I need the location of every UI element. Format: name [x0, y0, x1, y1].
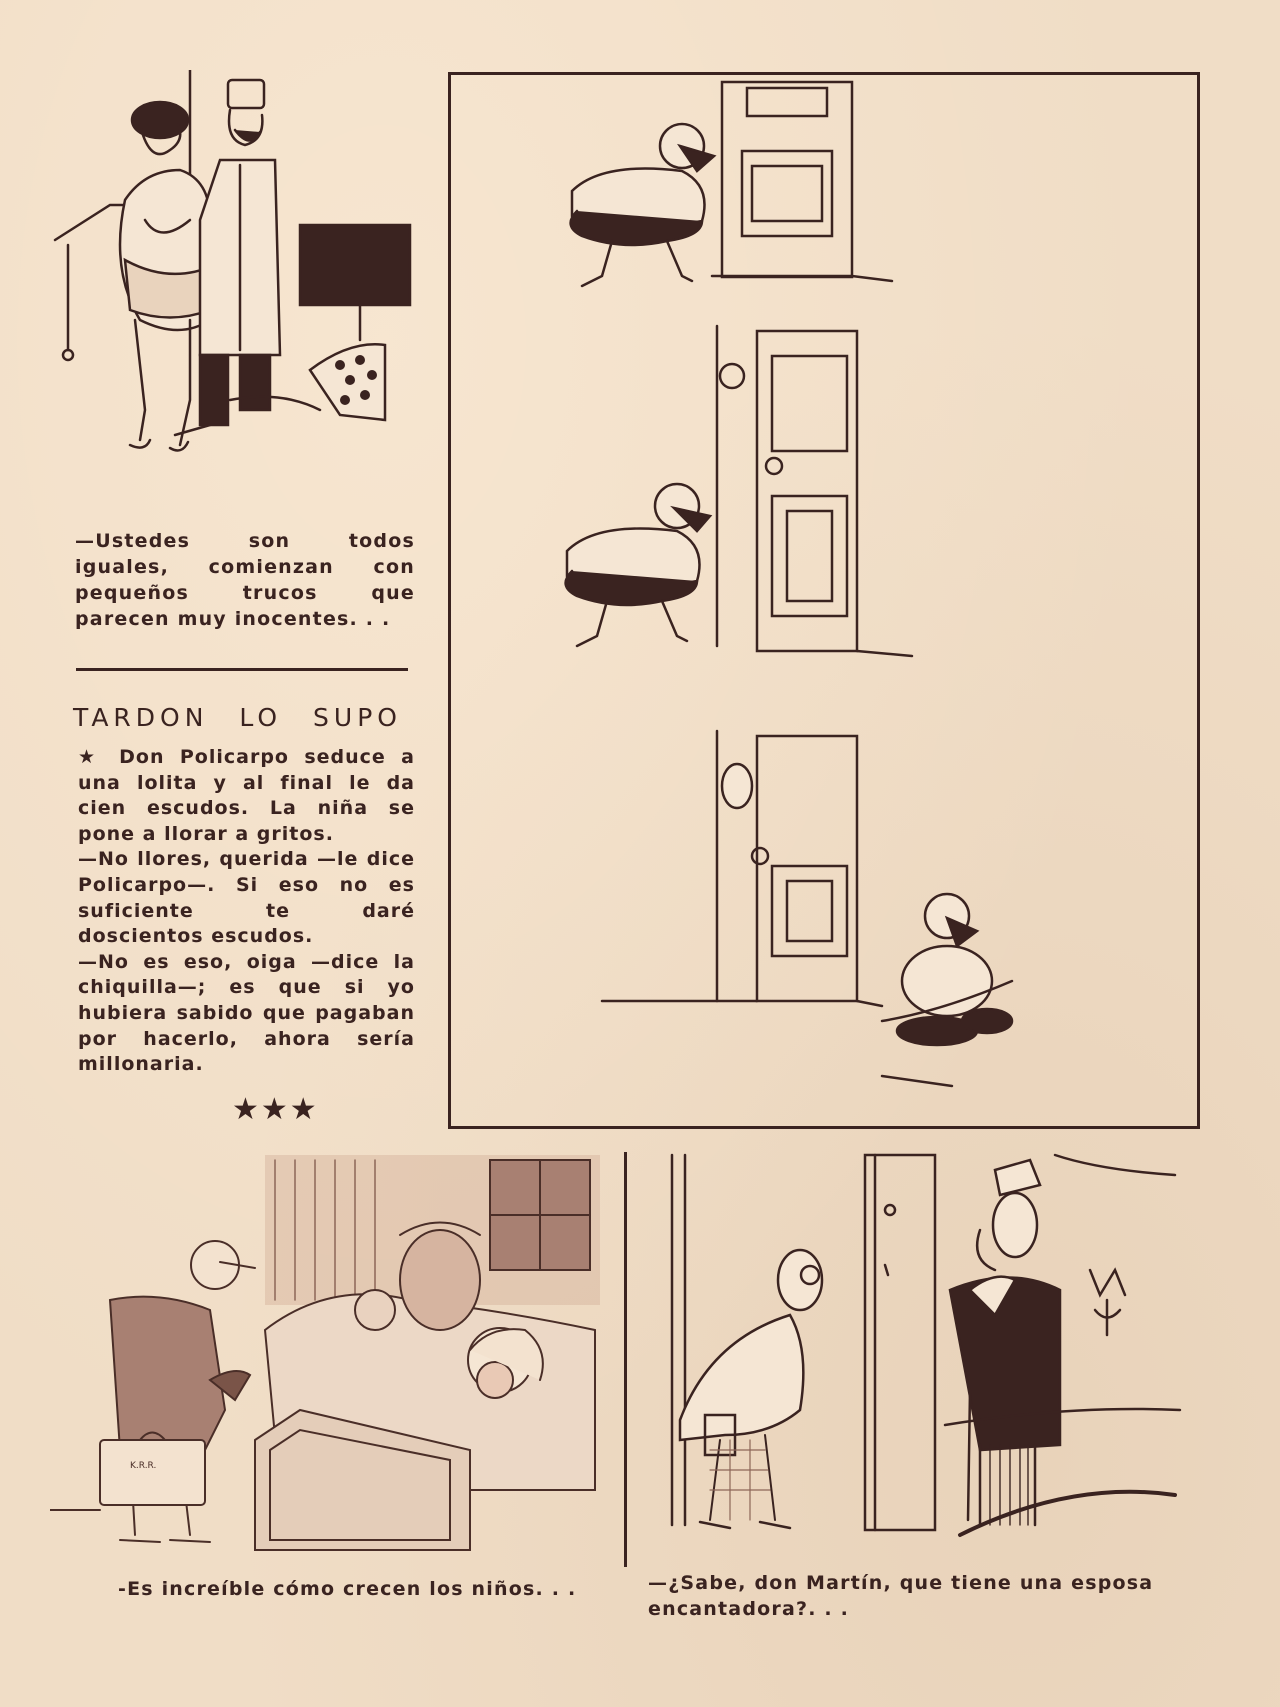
joke-paragraph: —No llores, querida —le dice Policarpo—. Si eso no es suficiente te daré doscientos escudos.: [78, 848, 415, 948]
doorway-scene-illustration: [650, 1150, 1190, 1545]
doctor-cartoon-illustration: [50, 70, 420, 500]
section-divider: [76, 668, 408, 671]
bed-scene-caption: -Es increíble cómo crecen los niños. . .: [118, 1578, 577, 1600]
joke-paragraph: ★ Don Policarpo seduce a una lolita y al final le da cien escudos. La niña se pone a llorar a gritos.: [78, 746, 415, 845]
doctor-cartoon-caption: —Ustedes son todos iguales, comienzan con pequeños trucos que parecen muy inocentes. . .: [75, 530, 415, 630]
joke-body: [78, 745, 415, 1078]
suitcase-label: K.R.R.: [130, 1461, 157, 1471]
doorway-scene-caption: —¿Sabe, don Martín, que tiene una esposa encantadora?. . .: [648, 1572, 1154, 1620]
column-divider: [624, 1152, 627, 1567]
joke-paragraph: —No es eso, oiga —dice la chiquilla—; es que si yo hubiera sabido que pagaban por hacerlo, ahora sería millonaria.: [78, 950, 415, 1076]
bed-scene-illustration: [50, 1150, 605, 1555]
star-separator: ★★★: [232, 1092, 319, 1127]
door-comic-illustration: [452, 76, 1196, 1125]
joke-title: TARDON LO SUPO: [73, 703, 402, 732]
